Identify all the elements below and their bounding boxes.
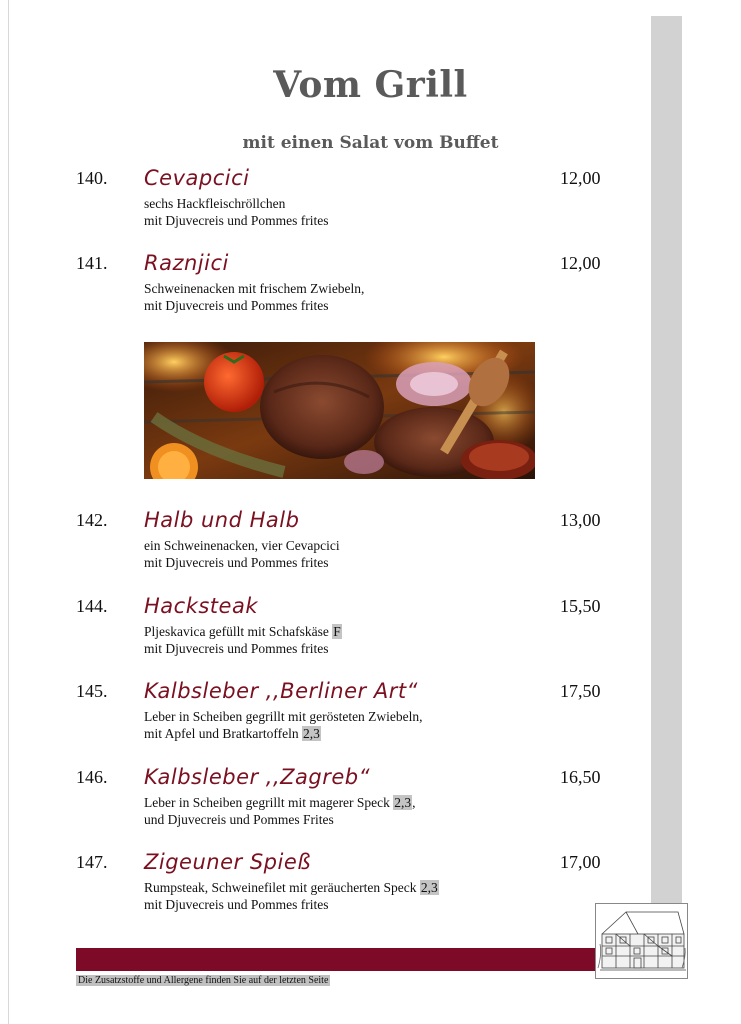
item-description bbox=[144, 280, 364, 314]
desc-line-1: Schweinenacken mit frischem Zwiebeln, bbox=[144, 281, 365, 296]
item-description bbox=[144, 879, 439, 913]
item-description bbox=[144, 794, 416, 828]
item-number: 147. bbox=[76, 852, 108, 872]
item-description bbox=[144, 623, 342, 657]
item-name: Zigeuner Spieß bbox=[144, 850, 311, 874]
desc-line-2: mit Djuvecreis und Pommes frites bbox=[144, 641, 329, 656]
allergen-footnote: Die Zusatzstoffe und Allergene finden Sie auf der letzten Seite bbox=[78, 975, 329, 986]
additive-code: 2,3 bbox=[302, 726, 320, 741]
allergen-code: F bbox=[333, 624, 341, 639]
item-number: 142. bbox=[76, 510, 108, 530]
page-subtitle: mit einen Salat vom Buffet bbox=[242, 133, 499, 153]
footer-bar bbox=[76, 948, 596, 971]
additive-code: 2,3 bbox=[420, 880, 438, 895]
desc-line-1: Pljeskavica gefüllt mit Schafskäse bbox=[144, 624, 333, 639]
desc-line-1: Leber in Scheiben gegrillt mit magerer Speck bbox=[144, 795, 394, 810]
additive-code: 2,3 bbox=[394, 795, 412, 810]
item-price: 12,00 bbox=[560, 253, 601, 273]
desc-line-1: Leber in Scheiben gegrillt mit gerösteten Zwiebeln, bbox=[144, 709, 423, 724]
desc-line-1-tail: , bbox=[412, 795, 416, 810]
item-description bbox=[144, 708, 423, 742]
desc-line-1: Rumpsteak, Schweinefilet mit geräucherten Speck bbox=[144, 880, 420, 895]
item-name: Raznjici bbox=[144, 251, 229, 275]
item-price: 17,00 bbox=[560, 852, 601, 872]
item-number: 141. bbox=[76, 253, 108, 273]
item-name: Kalbsleber ,,Berliner Art“ bbox=[144, 679, 418, 703]
desc-line-1: ein Schweinenacken, vier Cevapcici bbox=[144, 538, 340, 553]
item-name: Halb und Halb bbox=[144, 508, 300, 532]
item-price: 17,50 bbox=[560, 681, 601, 701]
desc-line-2: mit Djuvecreis und Pommes frites bbox=[144, 213, 329, 228]
item-name: Hacksteak bbox=[144, 594, 258, 618]
item-name: Cevapcici bbox=[144, 166, 250, 190]
desc-line-2: mit Djuvecreis und Pommes frites bbox=[144, 897, 329, 912]
item-number: 146. bbox=[76, 767, 108, 787]
item-price: 12,00 bbox=[560, 168, 601, 188]
item-number: 144. bbox=[76, 596, 108, 616]
item-price: 15,50 bbox=[560, 596, 601, 616]
page-edge bbox=[8, 0, 9, 1024]
half-timbered-house-logo bbox=[595, 903, 688, 979]
item-price: 13,00 bbox=[560, 510, 601, 530]
desc-line-2: und Djuvecreis und Pommes Frites bbox=[144, 812, 334, 827]
item-price: 16,50 bbox=[560, 767, 601, 787]
item-description bbox=[144, 195, 328, 229]
item-number: 140. bbox=[76, 168, 108, 188]
page-title: Vom Grill bbox=[273, 64, 468, 106]
item-name: Kalbsleber ,,Zagreb“ bbox=[144, 765, 371, 789]
item-description bbox=[144, 537, 340, 571]
desc-line-2: mit Djuvecreis und Pommes frites bbox=[144, 298, 329, 313]
desc-line-2: mit Apfel und Bratkartoffeln bbox=[144, 726, 302, 741]
desc-line-2: mit Djuvecreis und Pommes frites bbox=[144, 555, 329, 570]
item-number: 145. bbox=[76, 681, 108, 701]
grilled-meat-photo bbox=[144, 342, 535, 479]
desc-line-1: sechs Hackfleischröllchen bbox=[144, 196, 286, 211]
